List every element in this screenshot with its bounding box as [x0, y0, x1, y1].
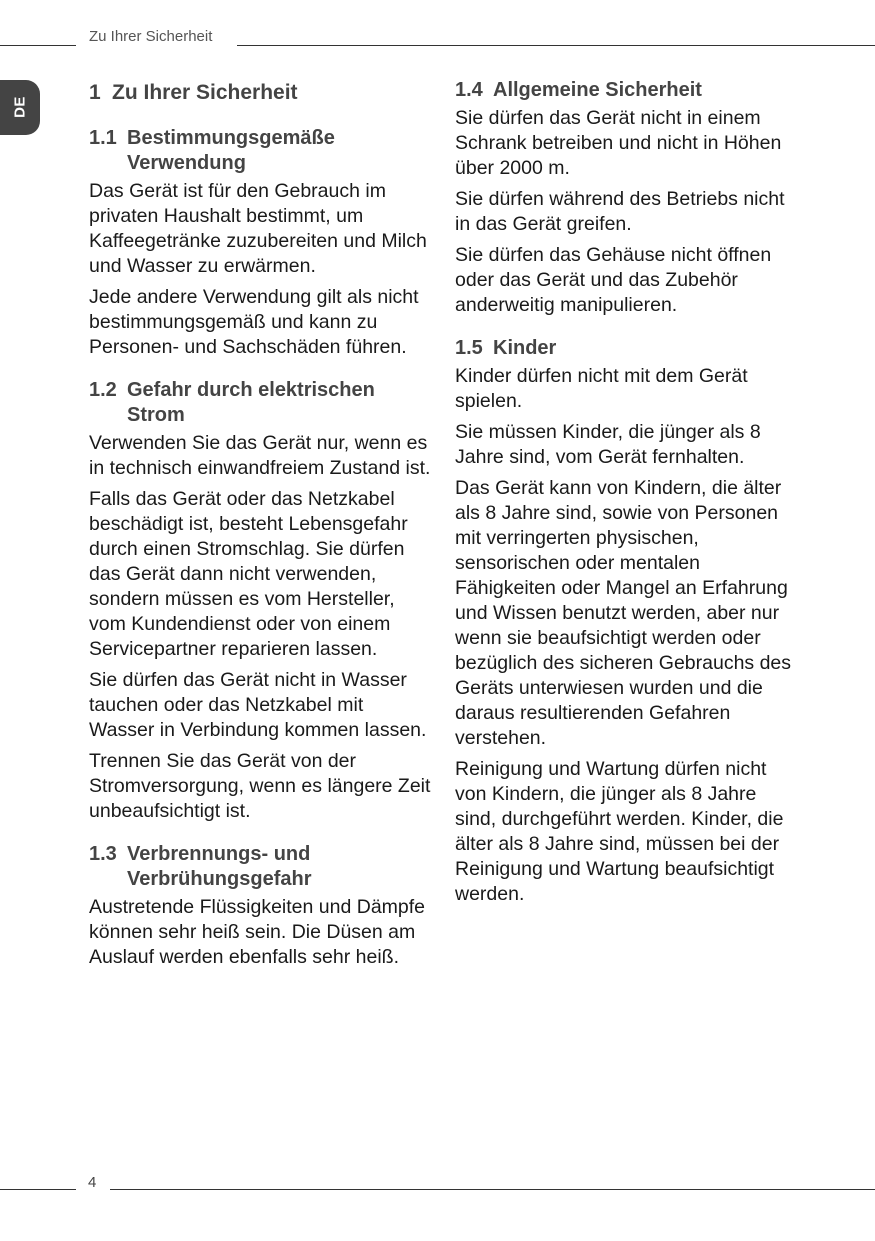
- section-number: 1.3: [89, 843, 117, 865]
- paragraph: Jede andere Verwendung gilt als nicht bestimmungsgemäß und kann zu Personen- und Sachschäden führen.: [89, 286, 419, 358]
- section-general-safety: [455, 78, 795, 318]
- section-title: Kinder: [493, 337, 557, 359]
- footer-rule-left: [0, 1189, 76, 1190]
- section-number: 1.2: [89, 379, 117, 401]
- chapter-title: Zu Ihrer Sicherheit: [112, 81, 298, 104]
- section-heading: [455, 336, 795, 361]
- paragraph: Sie müssen Kinder, die jünger als 8 Jahre sind, vom Gerät fernhalten.: [455, 421, 761, 468]
- paragraph: Falls das Gerät oder das Netzkabel beschädigt ist, besteht Lebensgefahr durch einen Stromschlag. Sie dürfen das Gerät dann nicht verwenden, sondern müssen es vom Hersteller, vom Kundendienst oder von einem Servicepartner reparieren lassen.: [89, 488, 408, 660]
- section-title: Bestimmungsgemäße Verwendung: [127, 127, 335, 174]
- paragraph: Trennen Sie das Gerät von der Stromversorgung, wenn es längere Zeit unbeaufsichtigt ist.: [89, 750, 431, 822]
- paragraph: Sie dürfen während des Betriebs nicht in das Gerät greifen.: [455, 188, 785, 235]
- left-column: [89, 78, 434, 988]
- paragraph: Das Gerät ist für den Gebrauch im privaten Haushalt bestimmt, um Kaffeegetränke zuzubereiten und Milch und Wasser zu erwärmen.: [89, 180, 427, 277]
- paragraph: Kinder dürfen nicht mit dem Gerät spielen.: [455, 365, 748, 412]
- section-title: Allgemeine Sicherheit: [493, 79, 702, 101]
- section-burn-hazard: [89, 842, 434, 970]
- section-children: [455, 336, 795, 907]
- section-number: 1.4: [455, 79, 483, 101]
- section-title: Gefahr durch elektrischen Strom: [127, 379, 375, 426]
- header-rule-right: [237, 45, 875, 46]
- section-intended-use: [89, 126, 434, 360]
- section-heading: [89, 126, 434, 176]
- section-heading: [89, 842, 434, 892]
- paragraph: Austretende Flüssigkeiten und Dämpfe können sehr heiß sein. Die Düsen am Auslauf werden ebenfalls sehr heiß.: [89, 896, 426, 968]
- paragraph: Verwenden Sie das Gerät nur, wenn es in technisch einwandfreiem Zustand ist.: [89, 432, 431, 479]
- header-rule-left: [0, 45, 76, 46]
- running-header: Zu Ihrer Sicherheit: [89, 28, 213, 45]
- language-tab-label: DE: [11, 96, 29, 118]
- footer-rule-right: [110, 1189, 875, 1190]
- section-number: 1.5: [455, 337, 483, 359]
- paragraph: Sie dürfen das Gerät nicht in einem Schrank betreiben und nicht in Höhen über 2000 m.: [455, 107, 782, 179]
- section-number: 1.1: [89, 127, 117, 149]
- paragraph: Sie dürfen das Gehäuse nicht öffnen oder das Gerät und das Zubehör anderweitig manipulieren.: [455, 244, 772, 316]
- paragraph: Reinigung und Wartung dürfen nicht von Kindern, die jünger als 8 Jahre sind, durchgeführt werden. Kinder, die älter als 8 Jahre sind, müssen bei der Reinigung und Wartung beaufsichtigt werden.: [455, 758, 784, 905]
- section-heading: [89, 378, 434, 428]
- chapter-number: 1: [89, 81, 101, 104]
- paragraph: Das Gerät kann von Kindern, die älter als 8 Jahre sind, sowie von Personen mit verringerten physischen, sensorischen oder mentalen Fähigkeiten oder Mangel an Erfahrung und Wissen benutzt werden, aber nur wenn sie beaufsichtigt werden oder bezüglich des sicheren Gebrauchs des Geräts unterwiesen wurden und die daraus resultierenden Gefahren verstehen.: [455, 477, 792, 749]
- section-heading: [455, 78, 795, 103]
- right-column: [455, 78, 795, 925]
- paragraph: Sie dürfen das Gerät nicht in Wasser tauchen oder das Netzkabel mit Wasser in Verbindung kommen lassen.: [89, 669, 427, 741]
- page-number: 4: [88, 1174, 97, 1191]
- section-electric-hazard: [89, 378, 434, 824]
- chapter-heading: [89, 78, 434, 108]
- section-title: Verbrennungs- und Verbrühungsgefahr: [127, 843, 312, 890]
- language-tab: [0, 80, 40, 135]
